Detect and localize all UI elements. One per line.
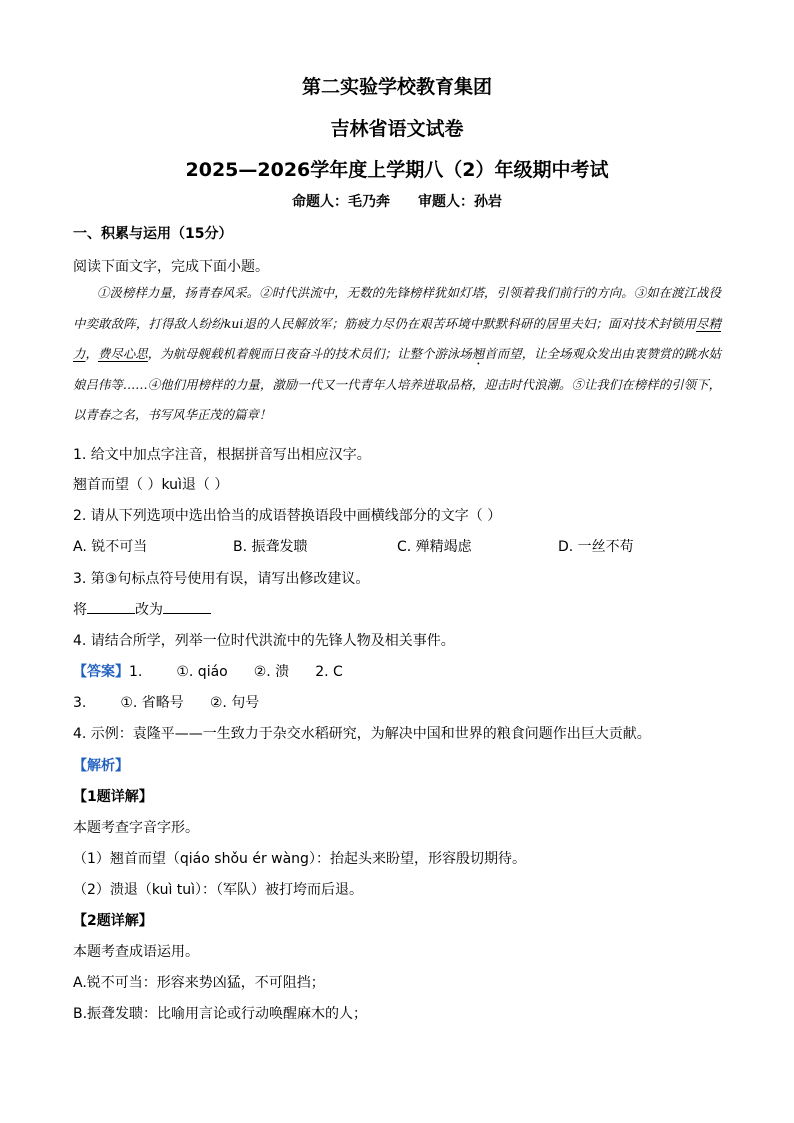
answer-line-2 xyxy=(73,692,259,712)
question-1: 1. 给文中加点字注音，根据拼音写出相应汉字。 xyxy=(73,447,371,463)
question-2: 2. 请从下列选项中选出恰当的成语替换语段中画横线部分的文字（ ） xyxy=(73,508,502,524)
q1-detail-intro: 本题考查字音字形。 xyxy=(73,820,199,836)
q1-detail-line-2: （2）溃退（kuì tuì）：（军队）被打垮而后退。 xyxy=(73,882,364,898)
option-c: C. 殚精竭虑 xyxy=(397,539,472,555)
analysis-label: 【解析】 xyxy=(73,758,129,774)
reading-passage xyxy=(73,278,721,431)
answer-3-1: ①. 省略号 xyxy=(120,695,184,711)
q1-detail-line-1: （1）翘首而望（qiáo shǒu ér wàng）：抬起头来盼望，形容殷切期待。 xyxy=(73,851,526,867)
author-line xyxy=(0,191,794,211)
q2-detail-heading: 【2题详解】 xyxy=(73,913,153,929)
question-4: 4. 请结合所学，列举一位时代洪流中的先锋人物及相关事件。 xyxy=(73,633,455,649)
passage-dotted-char: 翘 xyxy=(471,346,485,361)
answer-4: 4. 示例：袁隆平——一生致力于杂交水稻研究，为解决中国和世界的粮食问题作出巨大贡献。 xyxy=(73,726,651,742)
passage-part-2: ， xyxy=(85,346,98,361)
answer-1-prefix: 1. xyxy=(129,664,143,680)
passage-part-3: ，为航母舰载机着舰而日夜奋斗的技术员们；让整个游泳场 xyxy=(147,346,472,361)
reviewer: 审题人：孙岩 xyxy=(418,194,502,210)
answer-label: 【答案】 xyxy=(73,664,129,680)
answer-1-1: ①. qiáo xyxy=(176,664,228,680)
school-title: 第二实验学校教育集团 xyxy=(301,76,492,98)
question-3: 3. 第③句标点符号使用有误，请写出修改建议。 xyxy=(73,571,370,587)
q2-detail-line-1: A.锐不可当：形容来势凶猛，不可阻挡； xyxy=(73,975,325,991)
q2-detail-line-2: B.振聋发聩：比喻用言论或行动唤醒麻木的人； xyxy=(73,1006,368,1022)
option-a: A. 锐不可当 xyxy=(73,539,148,555)
passage-part-1: ①汲榜样力量，扬青春风采。②时代洪流中，无数的先锋榜样犹如灯塔，引领着我们前行的方向。③如在渡江战役中奕敢敌阵，打得敌人纷纷kui退的人民解放军；筋疲力尽仍在艰苦环境中默默科研的居里夫妇；面对技术封锁用 xyxy=(73,285,721,331)
section-title: 一、积累与运用（15分） xyxy=(73,226,233,242)
blank-line-1 xyxy=(87,599,135,614)
q2-detail-intro: 本题考查成语运用。 xyxy=(73,944,199,960)
passage-underline-2: 费尽心思 xyxy=(97,346,148,361)
answer-line-1 xyxy=(73,661,343,681)
exam-title: 2025—2026学年度上学期八（2）年级期中考试 xyxy=(185,159,609,181)
answer-2: 2. C xyxy=(315,664,343,680)
instruction: 阅读下面文字，完成下面小题。 xyxy=(73,259,269,275)
answer-3-prefix: 3. xyxy=(73,695,87,711)
option-b: B. 振聋发聩 xyxy=(233,539,308,555)
fill-from-label: 将 xyxy=(73,602,87,618)
fill-to-label: 改为 xyxy=(135,602,163,618)
paper-title: 吉林省语文试卷 xyxy=(330,118,464,140)
q1-detail-heading: 【1题详解】 xyxy=(73,789,153,805)
answer-1-2: ②. 溃 xyxy=(253,664,290,680)
answer-3-2: ②. 句号 xyxy=(209,695,260,711)
passage-part-4: 首而望，让全场观众发出由衷赞赏的跳水姑娘吕伟等……④他们用榜样的力量，激励一代又一代青年人培养进取品格，迎击时代浪潮。⑤让我们在榜样的引领下，以青春之名，书写风华正茂的篇章！ xyxy=(73,346,722,422)
blank-line-2 xyxy=(163,599,211,614)
question-3-fill xyxy=(73,599,211,619)
passage-underline-1: 尽精力 xyxy=(73,315,722,361)
question-1-fill: 翘首而望（ ）kuì退（ ） xyxy=(73,477,229,493)
option-d: D. 一丝不苟 xyxy=(558,539,634,555)
setter: 命题人：毛乃奔 xyxy=(292,194,390,210)
